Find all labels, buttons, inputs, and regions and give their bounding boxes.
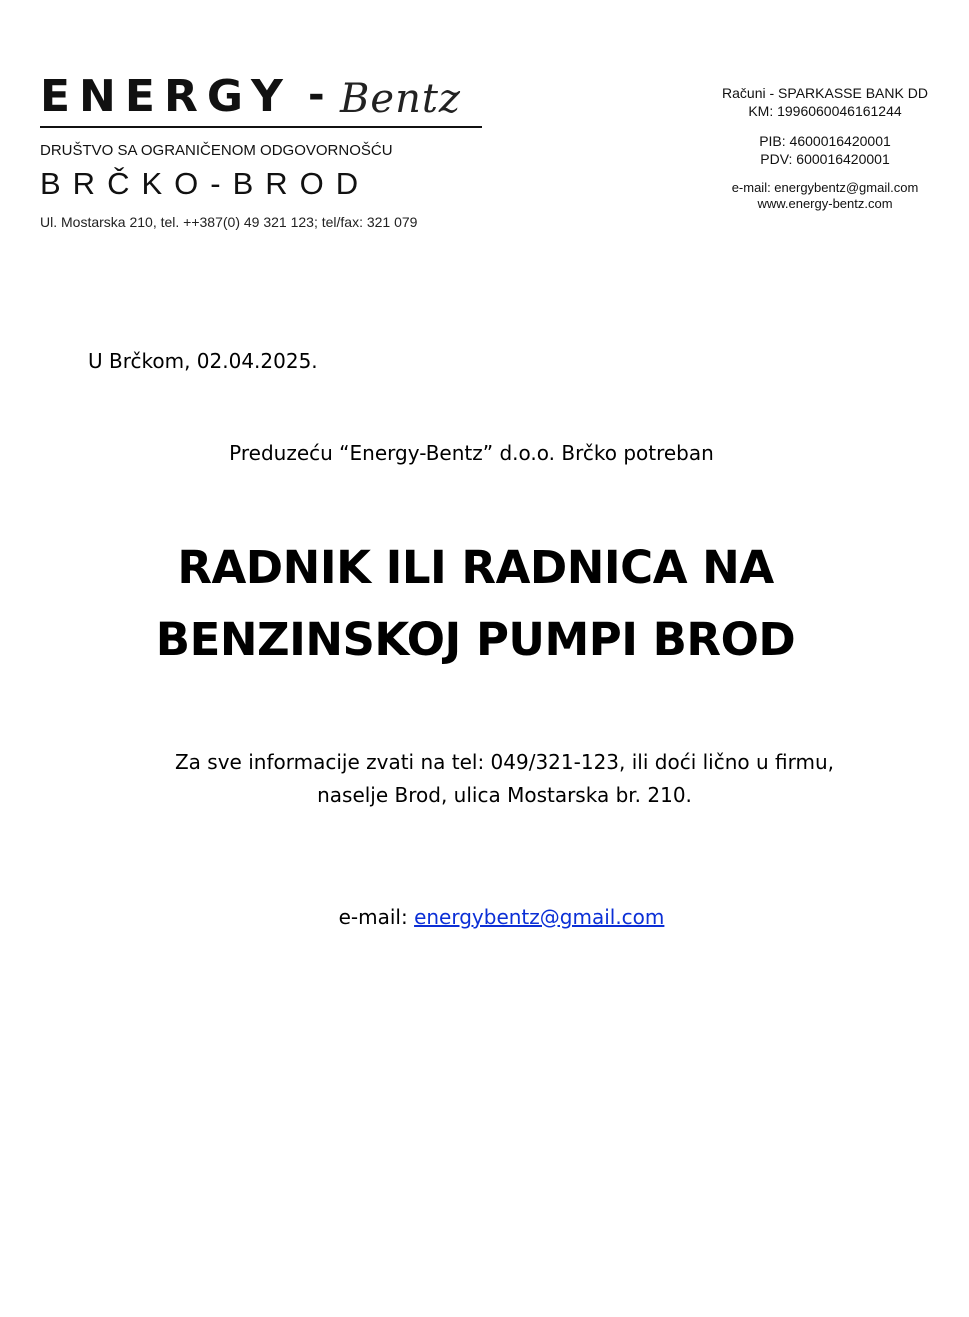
email-label: e-mail: [338,905,415,929]
company-logo [40,72,490,124]
letterhead-email: e-mail: energybentz@gmail.com [731,180,919,195]
letterhead-website: www.energy-bentz.com [757,196,893,211]
bank-account: KM: 1996060046161244 [748,103,902,119]
email-link[interactable]: energybentz@gmail.com [414,905,665,929]
bank-name: Računi - SPARKASSE BANK DD [722,85,928,101]
letterhead-bank-block [700,84,950,212]
contact-info-line-1: Za sve informacije zvati na tel: 049/321-123, ili doći lično u firmu, [174,750,834,774]
pib-number: PIB: 4600016420001 [759,133,891,149]
headline-line-1: RADNIK ILI RADNICA NA [177,541,774,594]
intro-text: Preduzeću “Energy-Bentz” d.o.o. Brčko potreban [229,441,714,465]
email-line [0,902,969,932]
contact-info [0,746,969,812]
company-legal-form: DRUŠTVO SA OGRANIČENOM ODGOVORNOŠĆU [40,142,393,159]
company-city: BRČKO-BROD [40,166,371,201]
logo-energy-text: ENERGY [40,71,292,122]
job-title-headline [0,532,951,676]
headline-line-2: BENZINSKOJ PUMPI BROD [155,613,796,666]
company-address: Ul. Mostarska 210, tel. ++387(0) 49 321 123; tel/fax: 321 079 [40,214,418,230]
contact-info-line-2: naselje Brod, ulica Mostarska br. 210. [317,783,692,807]
document-date: U Brčkom, 02.04.2025. [88,349,318,373]
logo-dash: - [308,72,325,118]
letterhead-company-block [40,71,490,230]
logo-bentz-script: Bentz [340,76,461,122]
pdv-number: PDV: 600016420001 [760,151,890,167]
logo-underline-divider [40,126,482,128]
